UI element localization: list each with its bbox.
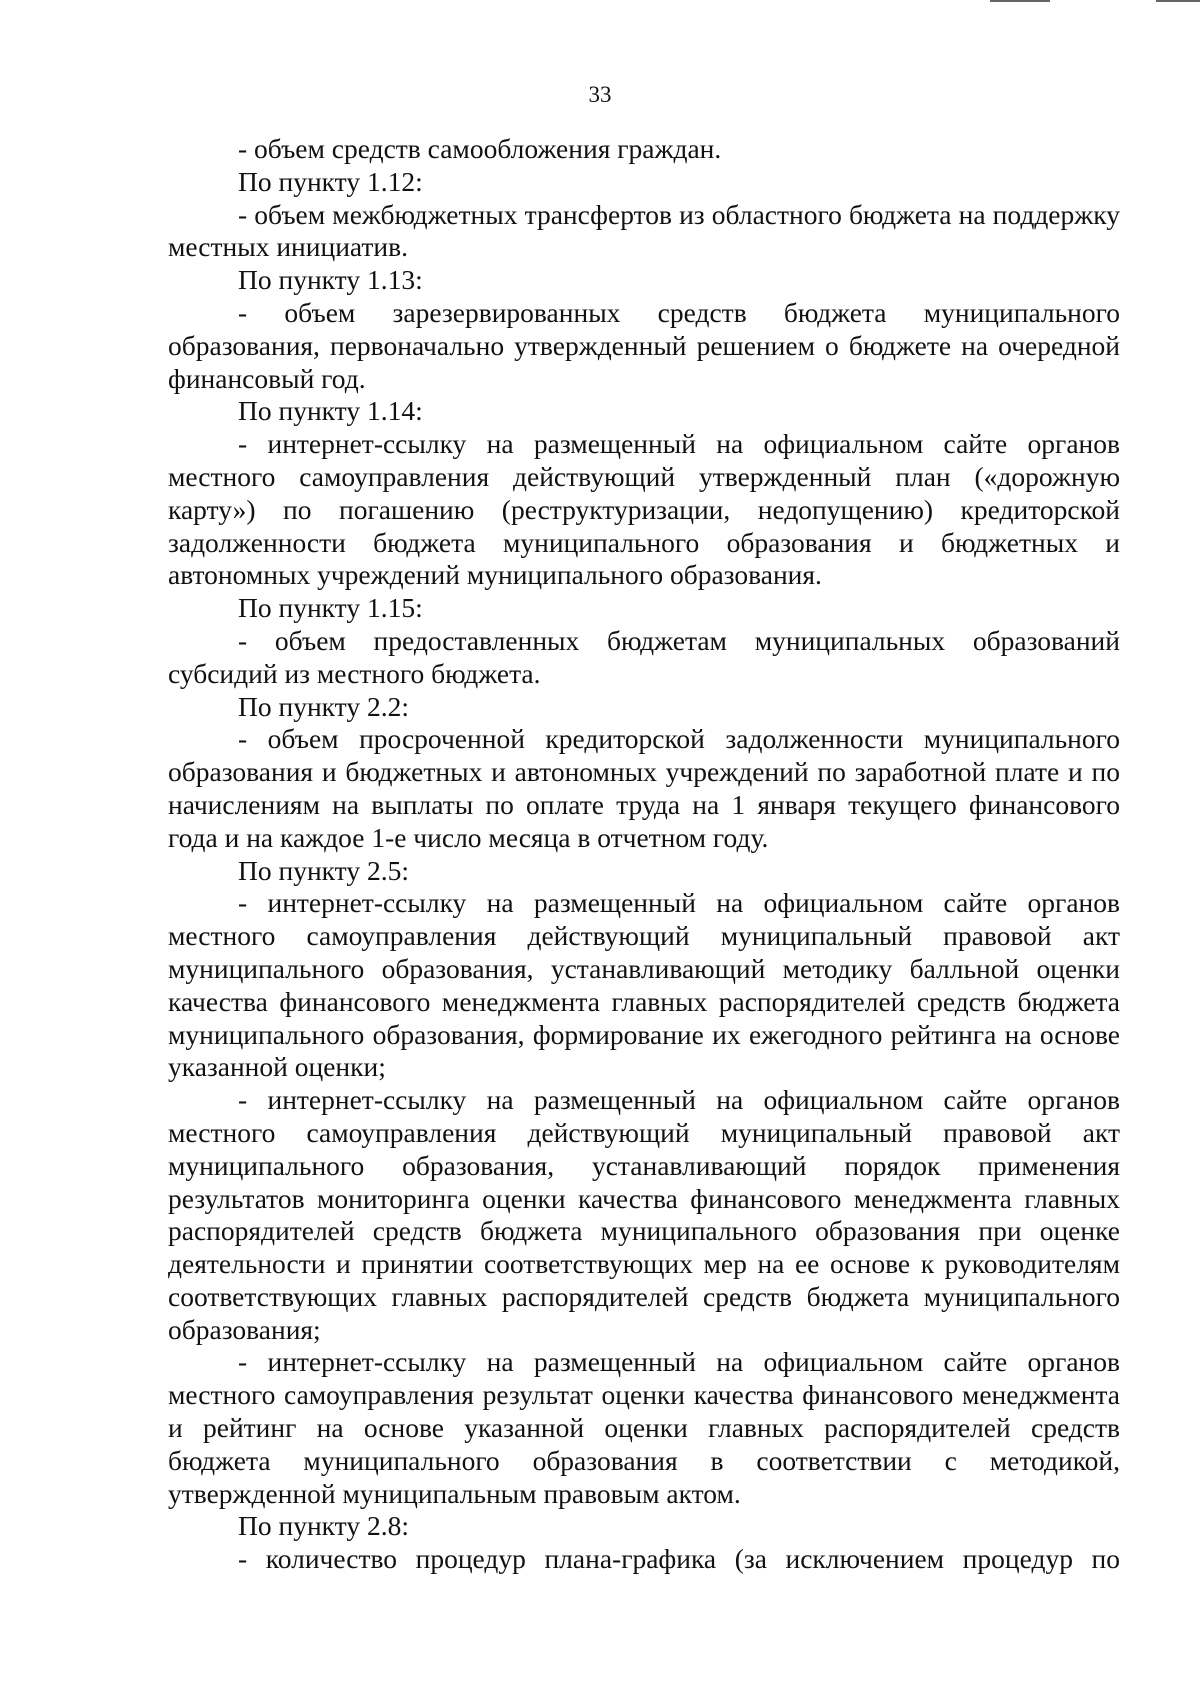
scan-edge-mark xyxy=(1156,0,1200,2)
paragraph-heading: По пункту 1.12: xyxy=(238,165,423,197)
paragraph-item: - объем средств самообложения граждан. xyxy=(238,133,722,164)
paragraph-heading: По пункту 1.14: xyxy=(238,395,423,427)
paragraph-heading: По пункту 2.5: xyxy=(238,854,409,886)
paragraph-heading: По пункту 1.13: xyxy=(238,264,423,296)
paragraph-item-continued: - количество процедур плана-графика (за исключением процедур по xyxy=(238,1543,1120,1575)
page-number: 33 xyxy=(588,82,612,107)
document-body xyxy=(168,133,1120,1576)
paragraph-heading: По пункту 2.2: xyxy=(238,690,409,722)
paragraph-heading: По пункту 2.8: xyxy=(238,1510,409,1542)
paragraph-item: - интернет-ссылку на размещенный на официальном сайте органов местного самоуправления результат оценки качества финансового менеджмента и рейтинг на основе указанной оценки главных распорядителей средств бюджета муниципального образования в соответствии с методикой, утвержденной муниципальным правовым актом. xyxy=(168,1346,1120,1509)
scan-edge-mark xyxy=(990,0,1050,2)
paragraph-heading: По пункту 1.15: xyxy=(238,592,423,624)
paragraph-item: - интернет-ссылку на размещенный на официальном сайте органов местного самоуправления действующий муниципальный правовой акт муниципального образования, устанавливающий порядок применения результатов мониторинга оценки качества финансового менеджмента главных распорядителей средств бюджета муниципального образования при оценке деятельности и принятии соответствующих мер на ее основе к руководителям соответствующих главных распорядителей средств бюджета муниципального образования; xyxy=(168,1084,1120,1345)
paragraph-item: - объем предоставленных бюджетам муниципальных образований субсидий из местного бюджета. xyxy=(168,624,1120,689)
paragraph-item: - объем межбюджетных трансфертов из областного бюджета на поддержку местных инициатив. xyxy=(168,198,1120,263)
paragraph-item: - интернет-ссылку на размещенный на официальном сайте органов местного самоуправления действующий муниципальный правовой акт муниципального образования, устанавливающий методику балльной оценки качества финансового менеджмента главных распорядителей средств бюджета муниципального образования, формирование их ежегодного рейтинга на основе указанной оценки; xyxy=(168,887,1120,1083)
paragraph-item: - интернет-ссылку на размещенный на официальном сайте органов местного самоуправления действующий утвержденный план («дорожную карту») по погашению (реструктуризации, недопущению) кредиторской задолженности бюджета муниципального образования и бюджетных и автономных учреждений муниципального образования. xyxy=(168,428,1120,591)
paragraph-item: - объем просроченной кредиторской задолженности муниципального образования и бюджетных и автономных учреждений по заработной плате и по начислениям на выплаты по оплате труда на 1 января текущего финансового года и на каждое 1-е число месяца в отчетном году. xyxy=(168,723,1120,853)
paragraph-item: - объем зарезервированных средств бюджета муниципального образования, первоначально утвержденный решением о бюджете на очередной финансовый год. xyxy=(168,296,1120,394)
